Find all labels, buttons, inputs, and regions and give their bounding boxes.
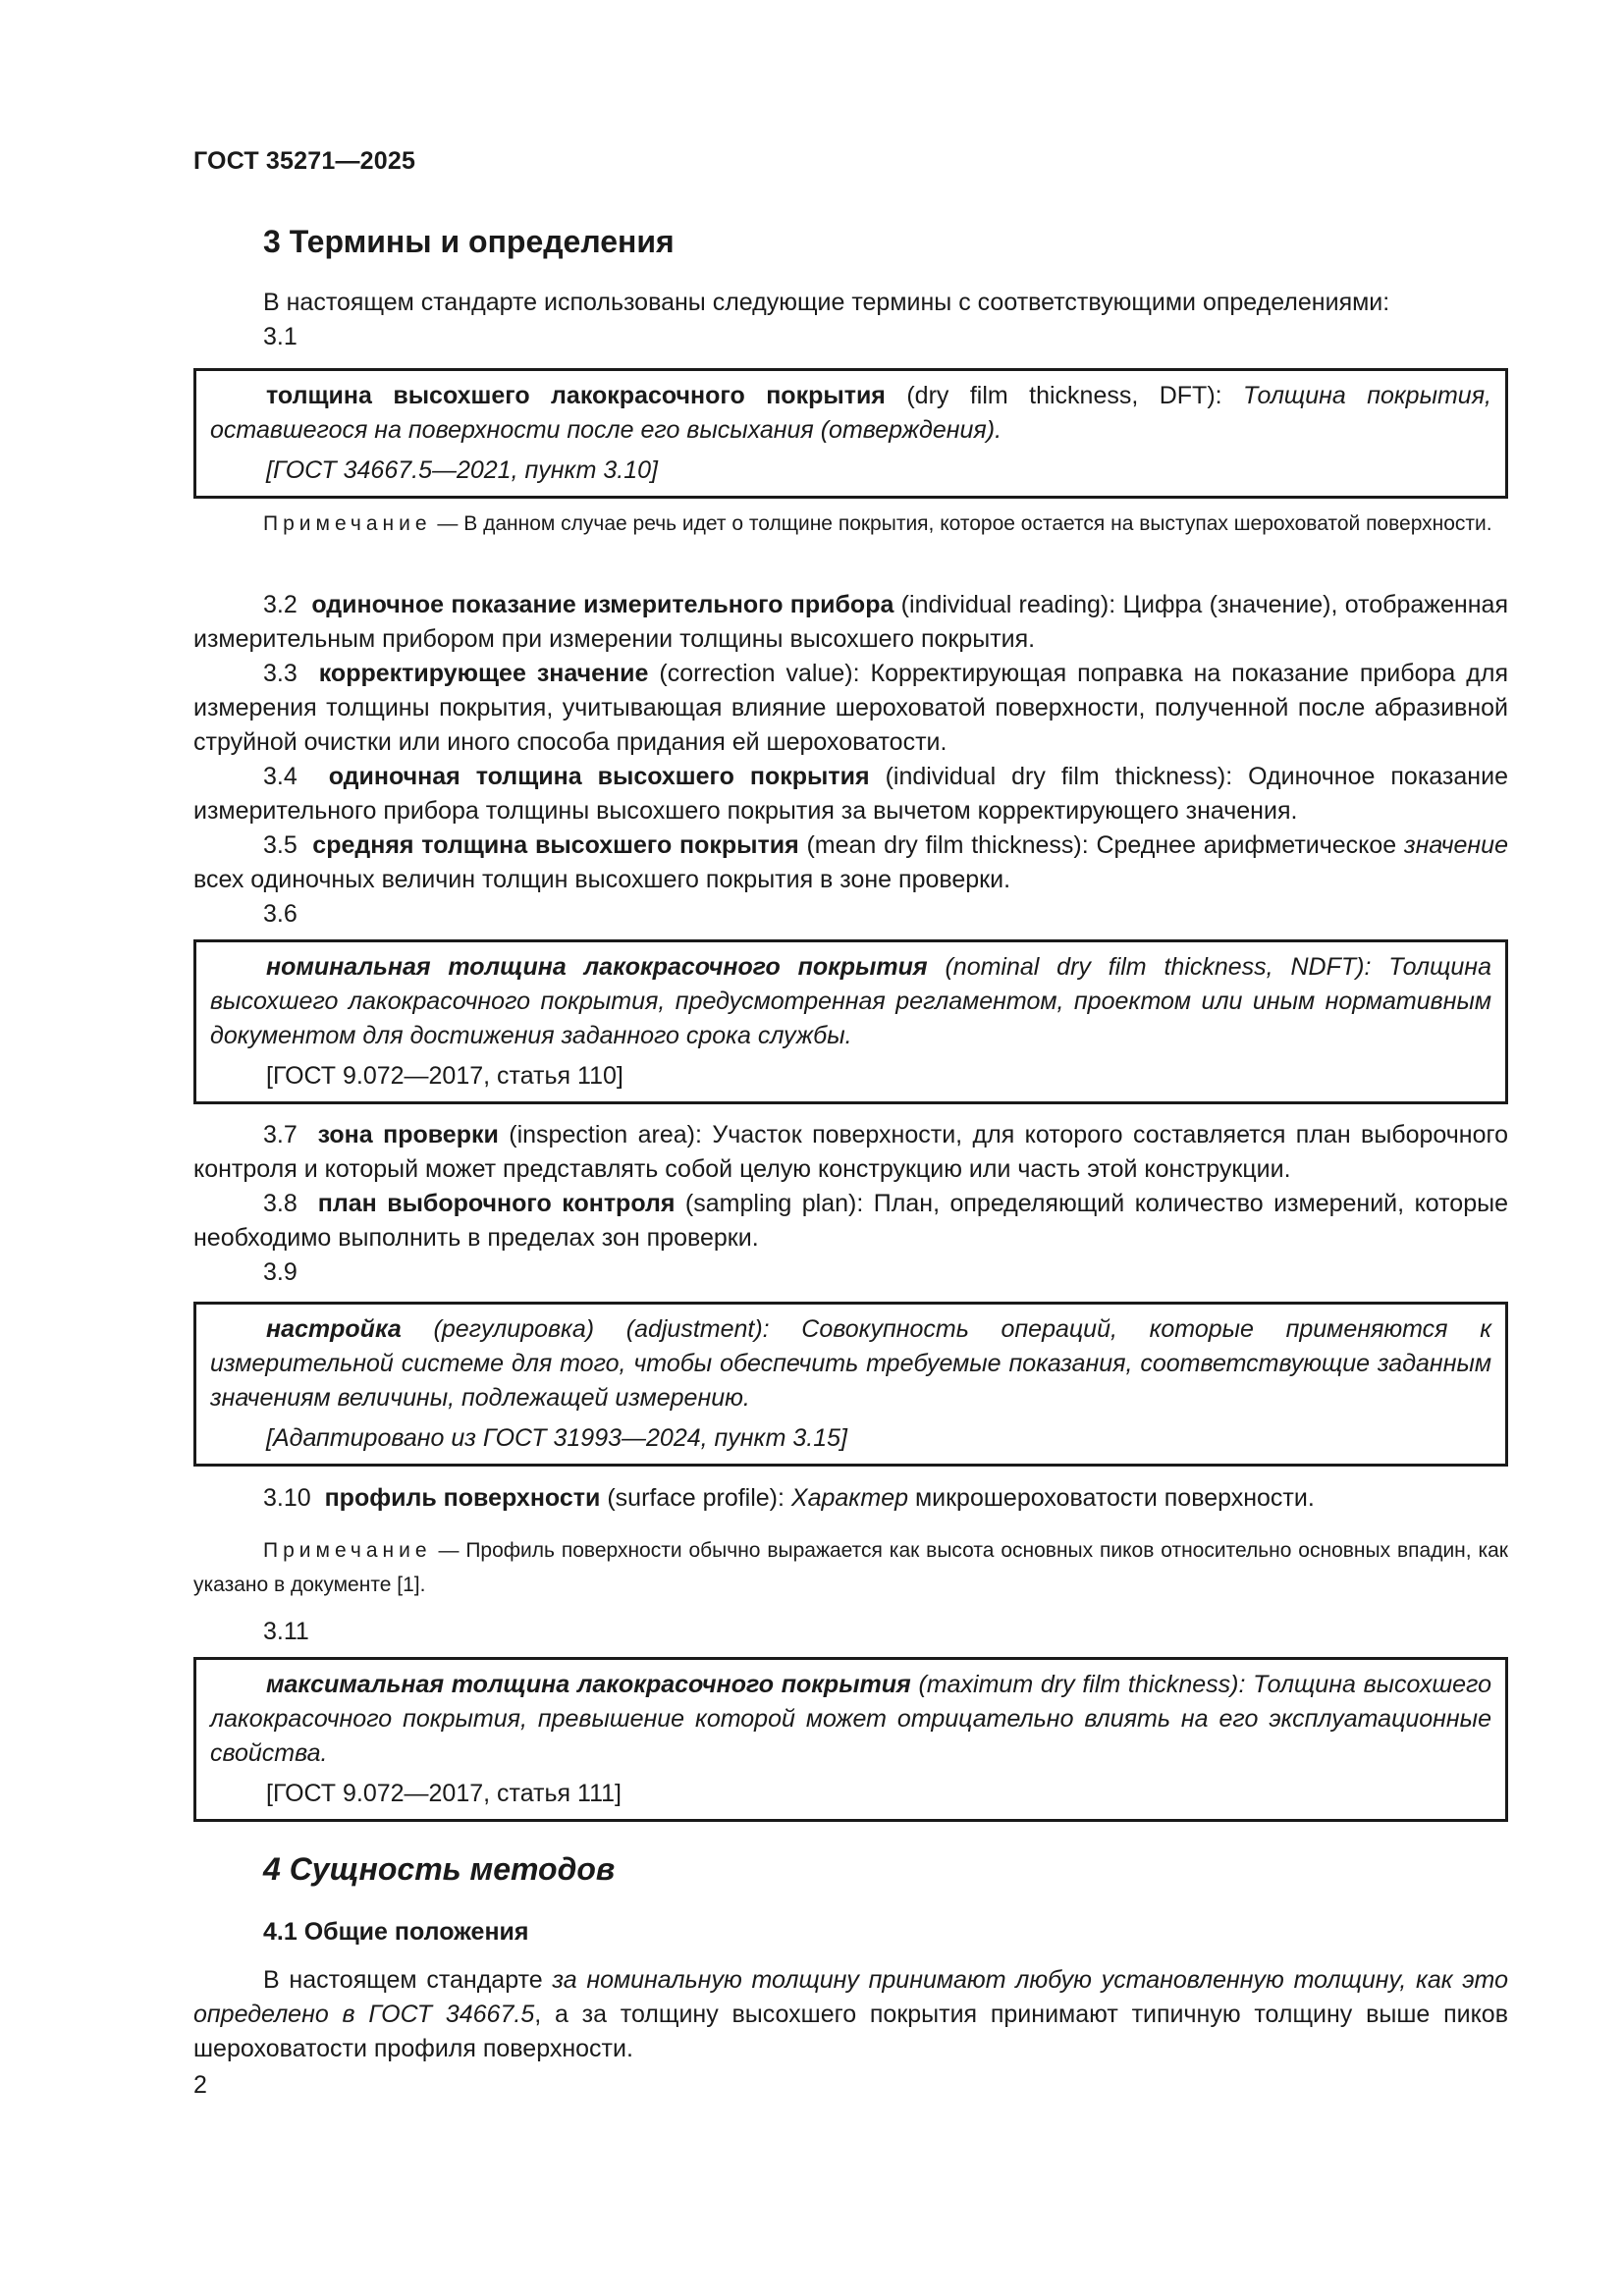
term-english: (mean dry film thickness): xyxy=(798,831,1097,859)
term-definition: Цифра (значение), отображенная измерительным прибором при измерении толщины высохшего покрытия. xyxy=(193,591,1508,653)
term-name: средняя толщина высохшего покрытия xyxy=(312,831,799,859)
term-english: (регулировка) (adjustment): xyxy=(401,1315,802,1343)
text-segment: В настоящем стандарте xyxy=(263,1966,553,1994)
section-4-heading: 4 Сущность методов xyxy=(263,1851,616,1887)
term-name: одиночное показание измерительного прибора xyxy=(311,591,894,618)
term-3-1-number: 3.1 xyxy=(263,323,298,350)
term-definition: Совокупность операций, которые применяются к измерительной системе для того, чтобы обеспечить требуемые показания, соответствующие заданным значениям величины, подлежащей измерению. xyxy=(210,1315,1491,1412)
term-name: номинальная толщина лакокрасочного покрытия xyxy=(266,953,928,981)
term-3-3 xyxy=(193,657,1508,760)
term-definition-italic: значение xyxy=(1403,831,1508,859)
text-segment-italic: за номинальную толщину принимают любую установленную толщину, как это определено в ГОСТ 34667.5 xyxy=(193,1966,1509,2028)
term-definition: Толщина высохшего лакокрасочного покрытия, превышение которой может отрицательно влиять на его эксплуатационные свойства. xyxy=(210,1671,1492,1767)
term-english: (individual dry film thickness): xyxy=(869,763,1249,790)
term-name: корректирующее значение xyxy=(318,660,649,687)
term-definition-italic: Характер xyxy=(790,1484,909,1512)
term-3-5 xyxy=(193,828,1508,897)
term-english: (dry film thickness, DFT): xyxy=(885,382,1244,409)
note-3-10 xyxy=(193,1533,1508,1602)
term-name: одиночная толщина высохшего покрытия xyxy=(328,763,870,790)
term-3-11-number: 3.11 xyxy=(263,1618,309,1645)
term-name: настройка xyxy=(266,1315,402,1343)
section-3-intro: В настоящем стандарте использованы следующие термины с соответствующими определениями: xyxy=(263,289,1390,316)
text-segment: , а за толщину высохшего покрытия принимают типичную толщину выше пиков шероховатости профиля поверхности. xyxy=(193,2001,1508,2062)
term-source: [ГОСТ 9.072—2017, статья 111] xyxy=(266,1780,622,1807)
term-3-4 xyxy=(193,760,1508,828)
subsection-4-1-heading: 4.1 Общие положения xyxy=(263,1918,529,1946)
term-number: 3.3 xyxy=(263,660,298,687)
term-english: (individual reading): xyxy=(893,591,1123,618)
term-definition: Среднее арифметическое xyxy=(1096,831,1404,859)
term-definition: Корректирующая поправка на показание прибора для измерения толщины покрытия, учитывающая влияние шероховатой поверхности, полученной после абразивной струйной очистки или иного способа придания ей шероховатости. xyxy=(193,660,1508,756)
note-label: Примечание xyxy=(263,512,432,535)
term-definition: План, определяющий количество измерений, которые необходимо выполнить в пределах зон проверки. xyxy=(193,1190,1508,1252)
term-3-11-box xyxy=(193,1657,1508,1822)
note-label: Примечание xyxy=(263,1539,432,1562)
term-definition: Толщина покрытия, оставшегося на поверхности после его высыхания (отверждения). xyxy=(210,382,1491,444)
term-english: (nominal dry film thickness, NDFT): xyxy=(927,953,1389,981)
term-3-10 xyxy=(193,1481,1508,1516)
term-name: максимальная толщина лакокрасочного покрытия xyxy=(266,1671,911,1698)
term-number: 3.8 xyxy=(263,1190,298,1217)
term-english: (inspection area): xyxy=(498,1121,713,1148)
note-text: — Профиль поверхности обычно выражается как высота основных пиков относительно основных впадин, как указано в документе [1]. xyxy=(193,1539,1508,1596)
term-english: (surface profile): xyxy=(600,1484,791,1512)
term-number: 3.2 xyxy=(263,591,298,618)
term-definition-rest: всех одиночных величин толщин высохшего покрытия в зоне проверки. xyxy=(193,866,1011,893)
term-english: (maximum dry film thickness): xyxy=(910,1671,1254,1698)
term-definition: Толщина высохшего лакокрасочного покрытия, предусмотренная регламентом, проектом или иным нормативным документом для достижения заданного срока службы. xyxy=(210,953,1491,1049)
note-3-1 xyxy=(193,507,1508,541)
term-name: план выборочного контроля xyxy=(317,1190,676,1217)
term-english: (correction value): xyxy=(648,660,871,687)
term-3-8 xyxy=(193,1187,1508,1255)
note-text: — В данном случае речь идет о толщине покрытия, которое остается на выступах шероховатой поверхности. xyxy=(431,512,1492,535)
term-3-6-box xyxy=(193,939,1508,1104)
term-3-1-definition xyxy=(196,371,1505,454)
term-definition-rest: микрошероховатости поверхности. xyxy=(908,1484,1315,1512)
term-source: [ГОСТ 9.072—2017, статья 110] xyxy=(266,1062,623,1090)
term-definition: Одиночное показание измерительного прибора толщины высохшего покрытия за вычетом корректирующего значения. xyxy=(193,763,1508,825)
term-name: зона проверки xyxy=(317,1121,499,1148)
term-3-9-definition xyxy=(196,1305,1505,1421)
term-3-9-box xyxy=(193,1302,1508,1467)
term-3-11-definition xyxy=(196,1660,1505,1777)
term-3-7 xyxy=(193,1118,1508,1187)
subsection-4-1-text xyxy=(193,1963,1508,2066)
term-definition: Участок поверхности, для которого составляется план выборочного контроля и который может представлять собой целую конструкцию или часть этой конструкции. xyxy=(193,1121,1508,1183)
term-3-1-box xyxy=(193,368,1508,499)
page-number: 2 xyxy=(193,2071,207,2099)
term-3-6-number: 3.6 xyxy=(263,900,298,928)
term-number: 3.5 xyxy=(263,831,298,859)
section-3-heading: 3 Термины и определения xyxy=(263,224,675,259)
term-name: толщина высохшего лакокрасочного покрытия xyxy=(266,382,886,409)
term-name: профиль поверхности xyxy=(324,1484,601,1512)
term-english: (sampling plan): xyxy=(675,1190,874,1217)
term-source: [Адаптировано из ГОСТ 31993—2024, пункт 3.15] xyxy=(266,1424,847,1452)
document-id: ГОСТ 35271—2025 xyxy=(193,147,416,175)
term-source: [ГОСТ 34667.5—2021, пункт 3.10] xyxy=(266,456,658,484)
term-number: 3.4 xyxy=(263,763,298,790)
term-3-6-definition xyxy=(196,942,1505,1059)
term-3-9-number: 3.9 xyxy=(263,1258,298,1286)
term-number: 3.7 xyxy=(263,1121,298,1148)
term-number: 3.10 xyxy=(263,1484,311,1512)
term-3-2 xyxy=(193,588,1508,657)
